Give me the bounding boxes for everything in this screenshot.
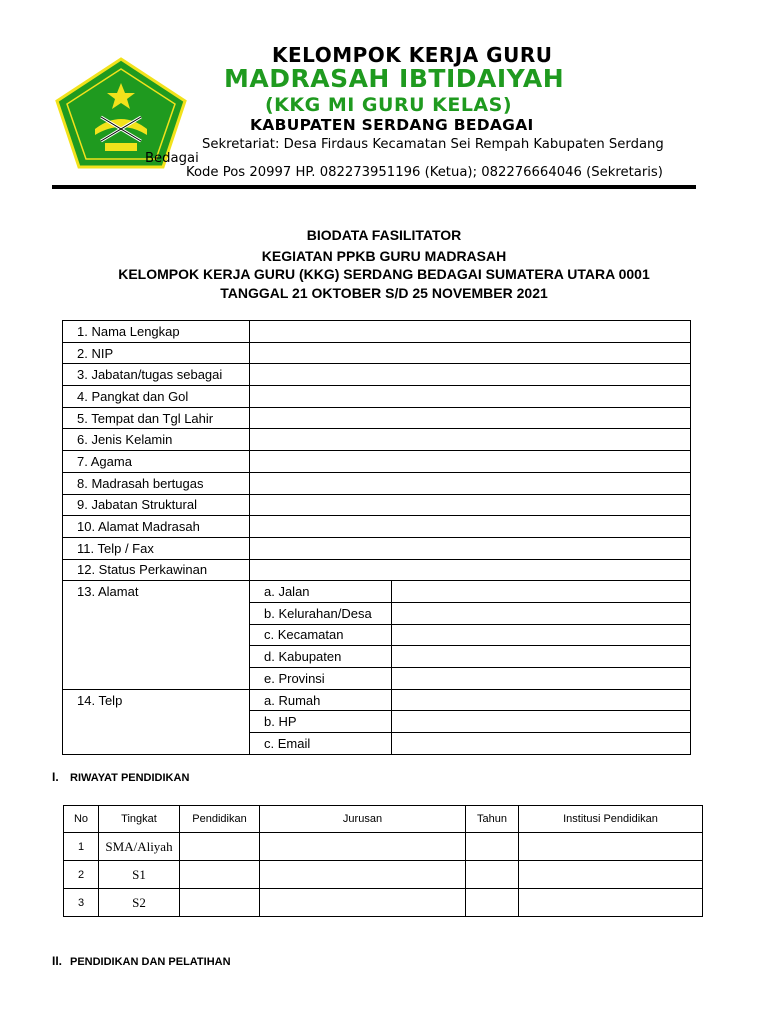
cell-institusi[interactable] xyxy=(519,833,703,861)
table-row xyxy=(63,321,691,343)
field-label: 12. Status Perkawinan xyxy=(63,559,250,581)
table-row xyxy=(63,624,691,646)
table-row xyxy=(63,386,691,408)
alamat-label xyxy=(63,668,250,690)
field-label: 11. Telp / Fax xyxy=(63,537,250,559)
field-value[interactable] xyxy=(250,494,691,516)
cell-pendidikan[interactable] xyxy=(180,889,260,917)
field-label: 5. Tempat dan Tgl Lahir xyxy=(63,407,250,429)
field-label: 7. Agama xyxy=(63,451,250,473)
row-no: 2 xyxy=(64,861,99,889)
table-row xyxy=(63,494,691,516)
table-row xyxy=(63,451,691,473)
table-row xyxy=(63,342,691,364)
field-label: 8. Madrasah bertugas xyxy=(63,472,250,494)
education-table xyxy=(63,805,703,917)
alamat-sub-value[interactable] xyxy=(392,602,691,624)
alamat-sub-label: b. Kelurahan/Desa xyxy=(250,602,392,624)
table-row xyxy=(63,537,691,559)
telp-sub-label: b. HP xyxy=(250,711,392,733)
cell-institusi[interactable] xyxy=(519,861,703,889)
telp-label: 14. Telp xyxy=(63,689,250,711)
alamat-label xyxy=(63,646,250,668)
cell-jurusan[interactable] xyxy=(260,889,466,917)
alamat-sub-value[interactable] xyxy=(392,668,691,690)
table-row xyxy=(63,646,691,668)
field-value[interactable] xyxy=(250,386,691,408)
doc-kkg-line: KELOMPOK KERJA GURU (KKG) SERDANG BEDAGAI SUMATERA UTARA 0001 xyxy=(118,266,650,282)
alamat-label xyxy=(63,624,250,646)
header-kabupaten: KABUPATEN SERDANG BEDAGAI xyxy=(250,116,534,134)
header-org-title: KELOMPOK KERJA GURU xyxy=(272,43,553,67)
table-row xyxy=(63,429,691,451)
header-kkg-subtitle: (KKG MI GURU KELAS) xyxy=(265,94,513,116)
header-sekretariat-wrap: Bedagai xyxy=(145,151,199,166)
header-sekretariat: Sekretariat: Desa Firdaus Kecamatan Sei Rempah Kabupaten Serdang xyxy=(202,137,664,152)
table-row xyxy=(64,889,703,917)
field-label: 9. Jabatan Struktural xyxy=(63,494,250,516)
table-row xyxy=(63,407,691,429)
col-institusi: Institusi Pendidikan xyxy=(519,806,703,833)
biodata-table xyxy=(62,320,691,755)
alamat-sub-value[interactable] xyxy=(392,581,691,603)
education-header-row xyxy=(64,806,703,833)
field-value[interactable] xyxy=(250,429,691,451)
header-madrasah-title: MADRASAH IBTIDAIYAH xyxy=(224,64,565,93)
row-tingkat: S1 xyxy=(99,861,180,889)
table-row xyxy=(63,516,691,538)
table-row xyxy=(63,559,691,581)
cell-jurusan[interactable] xyxy=(260,833,466,861)
section-title: PENDIDIKAN DAN PELATIHAN xyxy=(70,956,231,968)
field-value[interactable] xyxy=(250,321,691,343)
alamat-sub-label: e. Provinsi xyxy=(250,668,392,690)
field-value[interactable] xyxy=(250,472,691,494)
col-pendidikan: Pendidikan xyxy=(180,806,260,833)
alamat-label: 13. Alamat xyxy=(63,581,250,603)
alamat-sub-label: d. Kabupaten xyxy=(250,646,392,668)
doc-date-line: TANGGAL 21 OKTOBER S/D 25 NOVEMBER 2021 xyxy=(220,285,548,301)
row-no: 1 xyxy=(64,833,99,861)
telp-sub-value[interactable] xyxy=(392,711,691,733)
section-riwayat-pendidikan xyxy=(52,770,189,784)
field-label: 6. Jenis Kelamin xyxy=(63,429,250,451)
field-value[interactable] xyxy=(250,407,691,429)
doc-title: BIODATA FASILITATOR xyxy=(306,227,462,243)
table-row xyxy=(63,668,691,690)
table-row xyxy=(64,833,703,861)
field-value[interactable] xyxy=(250,537,691,559)
col-no: No xyxy=(64,806,99,833)
table-row xyxy=(63,711,691,733)
telp-label xyxy=(63,711,250,733)
row-no: 3 xyxy=(64,889,99,917)
field-label: 10. Alamat Madrasah xyxy=(63,516,250,538)
cell-pendidikan[interactable] xyxy=(180,833,260,861)
field-value[interactable] xyxy=(250,451,691,473)
table-row xyxy=(63,689,691,711)
table-row xyxy=(64,861,703,889)
cell-tahun[interactable] xyxy=(466,833,519,861)
doc-subtitle: KEGIATAN PPKB GURU MADRASAH xyxy=(261,248,507,264)
telp-sub-value[interactable] xyxy=(392,689,691,711)
col-tingkat: Tingkat xyxy=(99,806,180,833)
alamat-sub-value[interactable] xyxy=(392,624,691,646)
field-label: 4. Pangkat dan Gol xyxy=(63,386,250,408)
cell-pendidikan[interactable] xyxy=(180,861,260,889)
table-row xyxy=(63,602,691,624)
row-tingkat: SMA/Aliyah xyxy=(99,833,180,861)
cell-tahun[interactable] xyxy=(466,861,519,889)
table-row xyxy=(63,472,691,494)
col-tahun: Tahun xyxy=(466,806,519,833)
section-pendidikan-pelatihan xyxy=(52,954,231,968)
alamat-sub-value[interactable] xyxy=(392,646,691,668)
cell-tahun[interactable] xyxy=(466,889,519,917)
telp-label xyxy=(63,733,250,755)
field-label: 1. Nama Lengkap xyxy=(63,321,250,343)
field-value[interactable] xyxy=(250,364,691,386)
field-value[interactable] xyxy=(250,516,691,538)
table-row xyxy=(63,733,691,755)
telp-sub-label: c. Email xyxy=(250,733,392,755)
cell-institusi[interactable] xyxy=(519,889,703,917)
row-tingkat: S2 xyxy=(99,889,180,917)
section-number: II. xyxy=(52,954,63,968)
alamat-sub-label: c. Kecamatan xyxy=(250,624,392,646)
field-label: 2. NIP xyxy=(63,342,250,364)
section-title: RIWAYAT PENDIDIKAN xyxy=(70,772,190,784)
section-number: I. xyxy=(52,770,59,784)
header-divider xyxy=(52,185,696,189)
table-row xyxy=(63,581,691,603)
header-kode-pos: Kode Pos 20997 HP. 082273951196 (Ketua); 082276664046 (Sekretaris) xyxy=(186,165,663,180)
field-value[interactable] xyxy=(250,559,691,581)
cell-jurusan[interactable] xyxy=(260,861,466,889)
field-value[interactable] xyxy=(250,342,691,364)
col-jurusan: Jurusan xyxy=(260,806,466,833)
alamat-label xyxy=(63,602,250,624)
field-label: 3. Jabatan/tugas sebagai xyxy=(63,364,250,386)
telp-sub-value[interactable] xyxy=(392,733,691,755)
alamat-sub-label: a. Jalan xyxy=(250,581,392,603)
telp-sub-label: a. Rumah xyxy=(250,689,392,711)
table-row xyxy=(63,364,691,386)
